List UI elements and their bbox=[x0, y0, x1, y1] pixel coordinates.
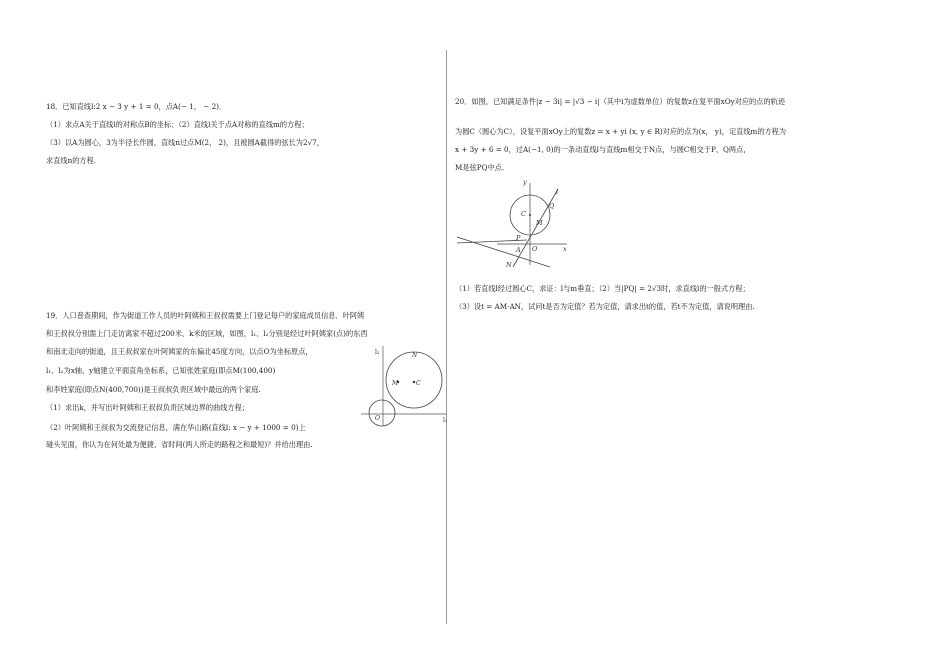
fig20-label-n: N bbox=[506, 261, 512, 269]
q20-line-4: M是弦PQ中点. bbox=[455, 163, 505, 172]
column-divider bbox=[446, 50, 447, 624]
figure-19 bbox=[355, 340, 450, 430]
q20-line-3: x + 3y + 6 = 0，过A(−1, 0)的一条动直线l与直线m相交于N点，与圆C相交于P、Q两点， bbox=[455, 145, 751, 154]
q20-line-2: 为圆C（圆心为C），设复平面xOy上的复数z = x + yi (x, y ∈ R)对应的点为(x， y)，定直线m的方程为 bbox=[455, 127, 787, 136]
fig19-label-m: M bbox=[392, 380, 399, 387]
fig20-label-q: Q bbox=[549, 202, 555, 210]
fig20-label-l: l bbox=[556, 188, 559, 196]
fig20-label-x: x bbox=[563, 245, 567, 253]
figure-20 bbox=[455, 175, 575, 275]
fig19-label-c: C bbox=[416, 380, 421, 387]
q19-line-8: 碰头见面，你认为在何处最为便捷、省时间(两人所走的路程之和最短)？并给出理由. bbox=[46, 440, 313, 449]
q18-line-3: （3）以A为圆心，3为半径长作圆，直线n过点M(2， 2)，且被圆A截得的弦长为2√7， bbox=[46, 138, 324, 147]
q19-line-4: l₁、l₂为x轴、y轴建立平面直角坐标系，已知张姓家庭(即点M(100,400) bbox=[46, 366, 276, 375]
fig20-label-o: O bbox=[532, 245, 538, 253]
q19-line-2: 和王叔叔分别需上门走访离家不超过200米、k米的区域，如图，l₁、l₂分别是经过叶阿姨家(点)的东西 bbox=[46, 329, 368, 338]
q20-line-6: （3）设t = AM·AN，试问t是否为定值？若为定值，请求出t的值，若t不为定值，请说明理由. bbox=[455, 302, 755, 311]
fig19-label-l2: l₂ bbox=[375, 349, 380, 356]
fig19-label-o: O bbox=[375, 415, 380, 422]
fig19-label-l1: l₁ bbox=[443, 417, 448, 424]
fig20-point-c bbox=[529, 214, 531, 216]
q19-line-3: 和南北走向的街道，且王叔叔家在叶阿姨家的东偏北45度方向，以点O为坐标原点， bbox=[46, 347, 313, 356]
q18-line-2: （1）求点A关于直线l的对称点B的坐标；（2）直线l关于点A对称的直线m的方程； bbox=[46, 120, 309, 129]
fig20-label-y: y bbox=[523, 178, 527, 186]
q19-line-1: 19．人口普查期间，作为街道工作人员的叶阿姨和王叔叔需要上门登记每户的家庭成员信息．叶阿姨 bbox=[46, 311, 365, 320]
q20-line-5: （1）若直线l经过圆心C，求证：l与m垂直；（2）当|PQ| = 2√3时，求直线l的一般式方程； bbox=[455, 284, 750, 293]
fig20-label-p: P bbox=[516, 234, 521, 242]
fig19-point-c bbox=[413, 381, 415, 383]
fig20-label-m: M bbox=[536, 219, 543, 227]
q19-line-6: （1）求出k，并写出叶阿姨和王叔叔负责区域边界的曲线方程； bbox=[46, 403, 249, 412]
q20-line-1: 20．如图，已知满足条件|z − 3i| = |√3 − i|（其中i为虚数单位）的复数z在复平面xOy对应的点的轨迹 bbox=[455, 97, 786, 106]
q18-line-1: 18．已知直线l:2 x − 3 y + 1 = 0，点A(− 1， − 2)． bbox=[46, 102, 227, 111]
q19-line-5: 和李姓家庭(即点N(400,700))是王叔叔负责区域中最远的两个家庭. bbox=[46, 385, 261, 394]
fig19-label-n: N bbox=[412, 352, 418, 359]
q19-line-7: （2）叶阿姨和王叔叔为交流登记信息，满在华山路(直线l: x − y + 1000 = 0)上 bbox=[46, 423, 306, 432]
q18-line-4: 求直线n的方程. bbox=[46, 156, 97, 165]
fig19-circle-o bbox=[369, 400, 395, 426]
fig20-line-l bbox=[513, 189, 558, 267]
fig20-label-a: A bbox=[516, 246, 521, 254]
fig20-label-c: C bbox=[521, 210, 526, 218]
